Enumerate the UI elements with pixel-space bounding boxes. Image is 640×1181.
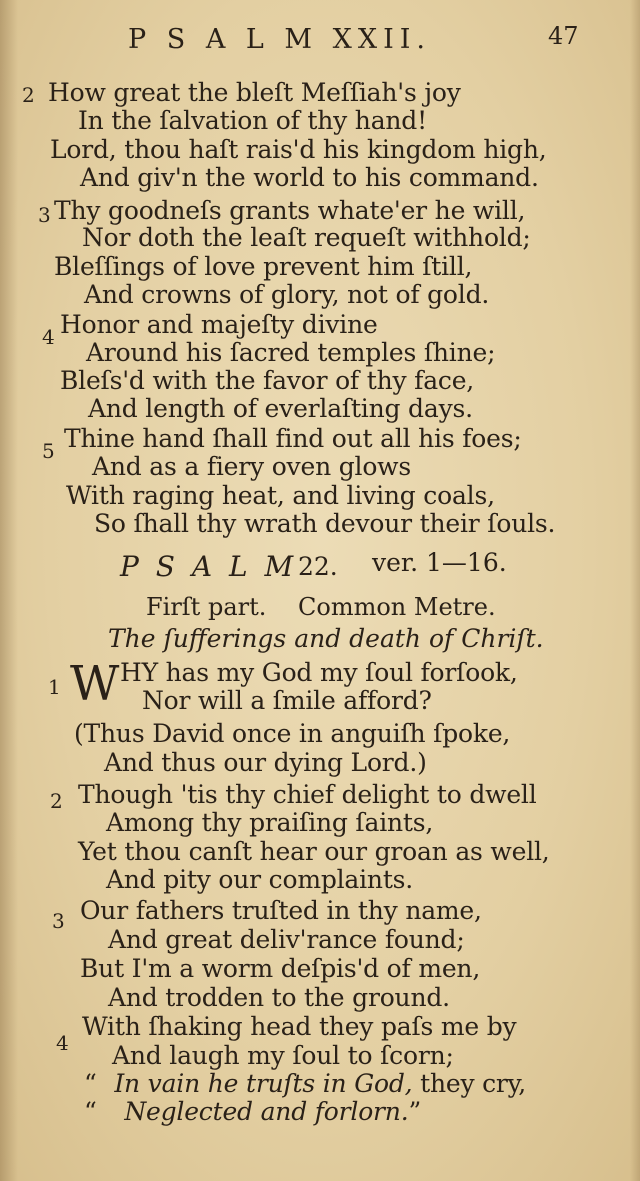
part-label: Firſt part. bbox=[146, 593, 267, 621]
verse-line: Our fathers truſted in thy name, bbox=[80, 896, 482, 925]
verse-line: And great deliv'rance found; bbox=[108, 925, 465, 954]
stanza-number: 2 bbox=[22, 83, 35, 107]
verse-line: So ſhall thy wrath devour their ſouls. bbox=[94, 509, 556, 538]
stanza-number: 1 bbox=[48, 675, 61, 699]
open-quote: “ bbox=[84, 1097, 97, 1126]
quoted-italic-text: In vain he truſts in God, bbox=[114, 1069, 413, 1098]
spine-shadow bbox=[0, 0, 18, 1181]
close-quote: ” bbox=[408, 1097, 422, 1126]
stanza-number: 5 bbox=[42, 439, 55, 463]
verse-line: And pity our complaints. bbox=[106, 865, 414, 894]
verse-line: Thy goodneſs grants whate'er he will, bbox=[54, 196, 526, 225]
verse-line: And crowns of glory, not of gold. bbox=[84, 280, 490, 309]
page-number: 47 bbox=[548, 22, 579, 50]
psalm-number: 22. bbox=[298, 552, 338, 581]
stanza-number: 3 bbox=[52, 909, 65, 933]
verse-line: And thus our dying Lord.) bbox=[104, 748, 427, 777]
verse-line: Nor will a ſmile afford? bbox=[142, 686, 432, 715]
verse-line: Honor and majeſty divine bbox=[60, 310, 378, 339]
verse-line: How great the bleſt Meſſiah's joy bbox=[48, 78, 461, 107]
verse-range: ver. 1—16. bbox=[372, 548, 507, 577]
verse-line: Bleſs'd with the favor of thy face, bbox=[60, 366, 475, 395]
verse-line: Bleſſings of love prevent him ſtill, bbox=[54, 252, 473, 281]
metre-label: Common Metre. bbox=[298, 593, 496, 621]
verse-line: HY has my God my ſoul forſook, bbox=[120, 658, 518, 687]
verse-line: Yet thou canſt hear our groan as well, bbox=[78, 837, 550, 866]
stanza-number: 2 bbox=[50, 789, 63, 813]
page-edge-shadow bbox=[630, 0, 640, 1181]
psalm-subtitle: The ſufferings and death of Chriſt. bbox=[108, 624, 544, 653]
verse-line: Around his ſacred temples ſhine; bbox=[86, 338, 496, 367]
verse-line: In the ſalvation of thy hand! bbox=[78, 106, 427, 135]
verse-line: Among thy praiſing ſaints, bbox=[106, 808, 434, 837]
verse-line: And giv'n the world to his command. bbox=[80, 163, 539, 192]
verse-line: With raging heat, and living coals, bbox=[66, 481, 495, 510]
verse-line: With ſhaking head they paſs me by bbox=[82, 1012, 517, 1041]
stanza-number: 4 bbox=[56, 1031, 69, 1055]
drop-cap: W bbox=[70, 656, 120, 712]
verse-line: Though 'tis thy chief delight to dwell bbox=[78, 780, 537, 809]
verse-line: Nor doth the leaſt requeſt withhold; bbox=[82, 223, 531, 252]
verse-line: And as a fiery oven glows bbox=[92, 452, 411, 481]
quoted-verse-line bbox=[84, 1097, 421, 1127]
verse-line: But I'm a worm deſpis'd of men, bbox=[80, 954, 481, 983]
verse-line: Lord, thou haſt rais'd his kingdom high, bbox=[50, 135, 547, 164]
verse-line: And length of everlaſting days. bbox=[88, 394, 473, 423]
quoted-italic-text: Neglected and forlorn. bbox=[124, 1097, 409, 1126]
stanza-number: 3 bbox=[38, 203, 51, 227]
psalm-title: P S A L M bbox=[120, 550, 298, 583]
running-title: P S A L M XXII. bbox=[128, 24, 432, 55]
verse-line: Thine hand ſhall find out all his foes; bbox=[64, 424, 522, 453]
verse-line: And laugh my ſoul to ſcorn; bbox=[112, 1041, 454, 1070]
quoted-verse-line bbox=[84, 1069, 526, 1099]
verse-line: (Thus David once in anguiſh ſpoke, bbox=[74, 719, 511, 748]
verse-line: And trodden to the ground. bbox=[108, 983, 450, 1012]
quoted-roman-text: they cry, bbox=[412, 1069, 527, 1098]
open-quote: “ bbox=[84, 1069, 97, 1098]
stanza-number: 4 bbox=[42, 325, 55, 349]
